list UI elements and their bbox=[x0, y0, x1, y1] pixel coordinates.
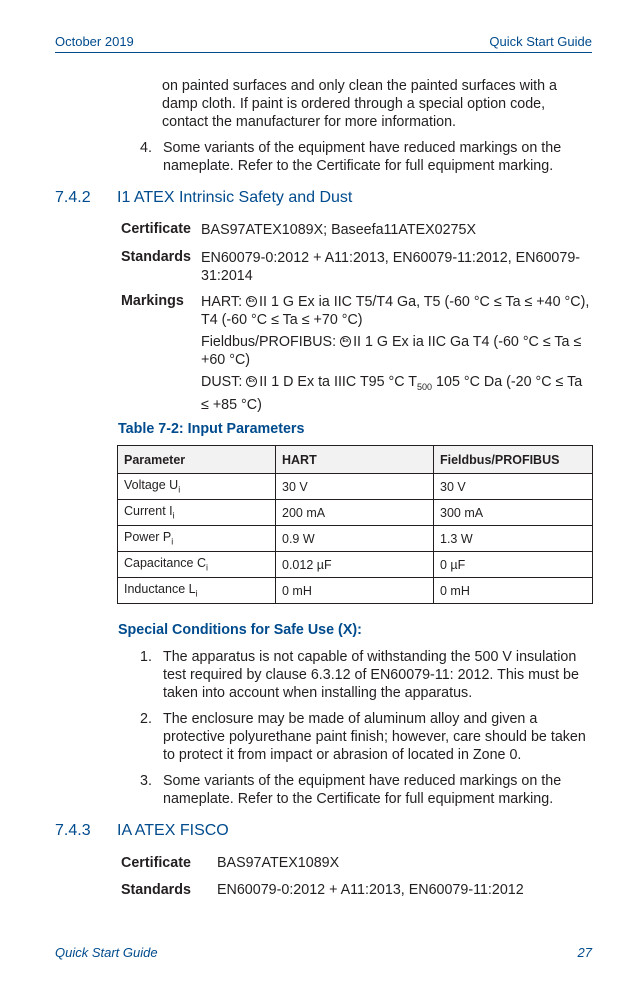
table-header-row bbox=[118, 446, 593, 474]
cell-hart: 0.012 µF bbox=[276, 552, 434, 578]
list-number: 2. bbox=[140, 711, 152, 727]
marking-fieldbus-text: II 1 G Ex ia IIC Ga T4 (-60 °C ≤ Ta ≤ +60 °C) bbox=[201, 334, 582, 368]
cell-parameter bbox=[118, 500, 276, 526]
table-caption: Table 7-2: Input Parameters bbox=[118, 421, 305, 437]
table-row bbox=[118, 500, 593, 526]
marking-dust-subscript: 500 bbox=[417, 381, 433, 392]
special-condition-item bbox=[140, 648, 595, 702]
cell-hart: 30 V bbox=[276, 474, 434, 500]
cell-parameter bbox=[118, 474, 276, 500]
section-title: I1 ATEX Intrinsic Safety and Dust bbox=[117, 189, 353, 206]
special-condition-item bbox=[140, 772, 595, 808]
certificate-value: BAS97ATEX1089X bbox=[217, 855, 340, 871]
table-row bbox=[118, 578, 593, 604]
parameter-subscript: i bbox=[206, 562, 208, 573]
footer-doc-title: Quick Start Guide bbox=[55, 945, 158, 960]
marking-dust bbox=[201, 373, 593, 414]
standards-value: EN60079-0:2012 + A11:2013, EN60079-11:2012 bbox=[217, 882, 524, 898]
cell-fieldbus: 300 mA bbox=[434, 500, 593, 526]
section-heading-743 bbox=[55, 822, 229, 840]
cell-parameter bbox=[118, 552, 276, 578]
cell-hart: 200 mA bbox=[276, 500, 434, 526]
special-condition-item bbox=[140, 710, 595, 764]
parameter-subscript: i bbox=[171, 536, 174, 547]
cell-parameter bbox=[118, 526, 276, 552]
list-text: The apparatus is not capable of withstanding the 500 V insulation test required by clause 6.3.12 of EN60079-11: 2012. This must be taken into account when installing the apparatus. bbox=[163, 649, 579, 701]
table-row bbox=[118, 526, 593, 552]
header-doc-title: Quick Start Guide bbox=[489, 34, 592, 49]
column-header-hart: HART bbox=[276, 446, 434, 474]
list-text: The enclosure may be made of aluminum alloy and given a protective polyurethane paint finish; however, care should be taken to protect it from impact or abrasion of located in Zone 0. bbox=[163, 711, 586, 763]
parameter-name: Inductance L bbox=[124, 582, 196, 597]
list-number: 1. bbox=[140, 649, 152, 665]
cell-parameter bbox=[118, 578, 276, 604]
markings-label: Markings bbox=[121, 293, 184, 309]
table-row bbox=[118, 474, 593, 500]
section-heading-742 bbox=[55, 189, 352, 207]
column-header-fieldbus: Fieldbus/PROFIBUS bbox=[434, 446, 593, 474]
marking-hart bbox=[201, 293, 593, 329]
cell-fieldbus: 0 µF bbox=[434, 552, 593, 578]
marking-dust-prefix: DUST: bbox=[201, 374, 243, 390]
cell-fieldbus: 0 mH bbox=[434, 578, 593, 604]
standards-label: Standards bbox=[121, 882, 191, 898]
marking-fieldbus-prefix: Fieldbus/PROFIBUS: bbox=[201, 334, 337, 350]
marking-dust-text-b: 105 °C Da (-20 °C ≤ Ta ≤ +85 °C) bbox=[201, 374, 583, 413]
list-number: 4. bbox=[140, 140, 152, 156]
special-conditions-heading: Special Conditions for Safe Use (X): bbox=[118, 622, 362, 638]
table-row bbox=[118, 552, 593, 578]
section-number: 7.4.3 bbox=[55, 822, 91, 839]
column-header-parameter: Parameter bbox=[118, 446, 276, 474]
parameter-subscript: i bbox=[172, 510, 175, 521]
parameter-subscript: i bbox=[195, 588, 198, 599]
standards-label: Standards bbox=[121, 249, 191, 265]
input-parameters-table bbox=[117, 445, 593, 604]
page-number: 27 bbox=[577, 945, 592, 960]
list-text: Some variants of the equipment have reduced markings on the nameplate. Refer to the Certificate for full equipment marking. bbox=[163, 773, 562, 807]
marking-dust-text-a: II 1 D Ex ta IIIC T95 °C T bbox=[259, 374, 418, 390]
cell-hart: 0.9 W bbox=[276, 526, 434, 552]
header-divider bbox=[55, 52, 592, 53]
section-title: IA ATEX FISCO bbox=[117, 822, 229, 839]
parameter-subscript: i bbox=[178, 484, 181, 495]
parameter-name: Capacitance C bbox=[124, 556, 206, 571]
ex-explosion-protection-icon bbox=[246, 296, 257, 307]
certificate-label: Certificate bbox=[121, 221, 191, 237]
list-item-4 bbox=[140, 139, 595, 175]
cell-hart: 0 mH bbox=[276, 578, 434, 604]
list-number: 3. bbox=[140, 773, 152, 789]
ex-explosion-protection-icon bbox=[246, 376, 257, 387]
parameter-name: Voltage U bbox=[124, 478, 179, 493]
cell-fieldbus: 1.3 W bbox=[434, 526, 593, 552]
marking-fieldbus bbox=[201, 333, 593, 369]
certificate-value: BAS97ATEX1089X; Baseefa11ATEX0275X bbox=[201, 222, 476, 238]
section-number: 7.4.2 bbox=[55, 189, 91, 206]
parameter-name: Power P bbox=[124, 530, 172, 545]
header-date: October 2019 bbox=[55, 34, 134, 49]
marking-hart-text: II 1 G Ex ia IIC T5/T4 Ga, T5 (-60 °C ≤ Ta ≤ +40 °C), T4 (-60 °C ≤ Ta ≤ +70 °C) bbox=[201, 294, 590, 328]
certificate-label: Certificate bbox=[121, 855, 191, 871]
list-text: Some variants of the equipment have reduced markings on the nameplate. Refer to the Certificate for full equipment marking. bbox=[163, 140, 562, 174]
marking-hart-prefix: HART: bbox=[201, 294, 243, 310]
continuation-paragraph: on painted surfaces and only clean the painted surfaces with a damp cloth. If paint is ordered through a special option code, contact the manufacturer for more information. bbox=[162, 78, 558, 130]
standards-value: EN60079-0:2012 + A11:2013, EN60079-11:2012, EN60079-31:2014 bbox=[201, 250, 581, 284]
cell-fieldbus: 30 V bbox=[434, 474, 593, 500]
ex-explosion-protection-icon bbox=[340, 336, 351, 347]
parameter-name: Current I bbox=[124, 504, 173, 519]
